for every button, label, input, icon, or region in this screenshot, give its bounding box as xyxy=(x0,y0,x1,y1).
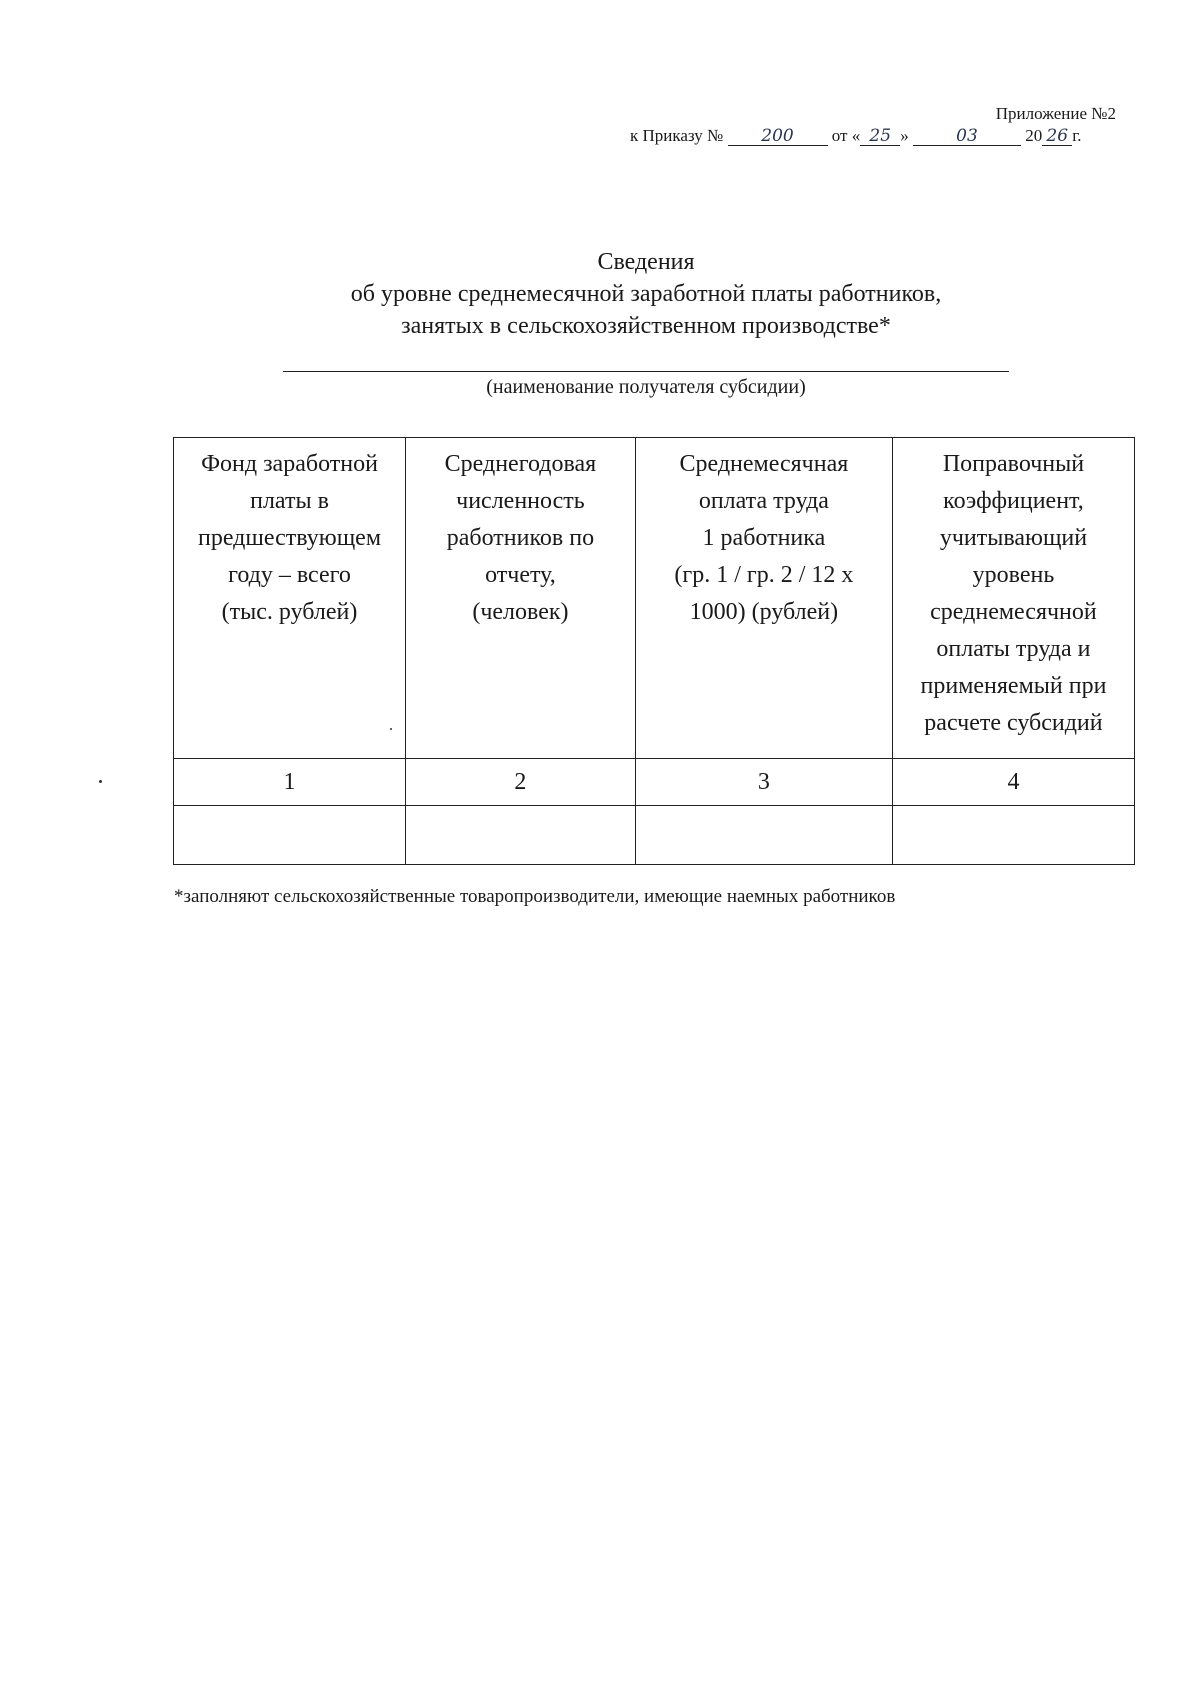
scan-speck xyxy=(390,728,392,730)
appendix-label: Приложение №2 xyxy=(995,104,1116,123)
order-year-field: 26 xyxy=(1042,127,1072,146)
header-cell-4: Поправочный коэффициент, учитывающий уровень среднемесячной оплаты труда и применяемый при расчете субсидий xyxy=(892,438,1134,759)
data-cell-3 xyxy=(635,806,892,865)
header-cell-3: Среднемесячная оплата труда 1 работника (гр. 1 / гр. 2 / 12 х 1000) (рублей) xyxy=(635,438,892,759)
order-reference xyxy=(630,126,1082,146)
column-number-row xyxy=(174,759,1135,806)
order-number-field: 200 xyxy=(728,127,828,146)
from-label: от « xyxy=(831,126,861,145)
column-number-1: 1 xyxy=(174,759,406,806)
footnote: *заполняют сельскохозяйственные товаропроизводители, имеющие наемных работников xyxy=(174,886,896,907)
data-cell-4 xyxy=(892,806,1134,865)
order-day-field: 25 xyxy=(860,127,900,146)
order-month-field: 03 xyxy=(913,127,1021,146)
header-cell-1: Фонд заработной платы в предшествующем году – всего (тыс. рублей) xyxy=(174,438,406,759)
header-cell-2: Среднегодовая численность работников по отчету, (человек) xyxy=(406,438,636,759)
year-end: г. xyxy=(1072,126,1082,145)
column-number-4: 4 xyxy=(892,759,1134,806)
column-number-3: 3 xyxy=(635,759,892,806)
title-line-1: Сведения xyxy=(597,249,695,275)
order-prefix: к Приказу № xyxy=(630,126,724,145)
title-line-2: об уровне среднемесячной заработной платы работников, xyxy=(350,281,942,307)
column-number-2: 2 xyxy=(406,759,636,806)
day-close-quote: » xyxy=(900,126,909,145)
wage-data-table xyxy=(173,437,1135,865)
data-cell-2 xyxy=(406,806,636,865)
year-prefix: 20 xyxy=(1025,126,1043,145)
recipient-caption: (наименование получателя субсидии) xyxy=(486,376,806,398)
data-cell-1 xyxy=(174,806,406,865)
document-title xyxy=(0,246,1200,342)
table-header-row xyxy=(174,438,1135,759)
title-line-3: занятых в сельскохозяйственном производстве* xyxy=(401,313,891,339)
scan-speck xyxy=(99,780,102,783)
recipient-name-line xyxy=(283,371,1009,372)
data-row xyxy=(174,806,1135,865)
